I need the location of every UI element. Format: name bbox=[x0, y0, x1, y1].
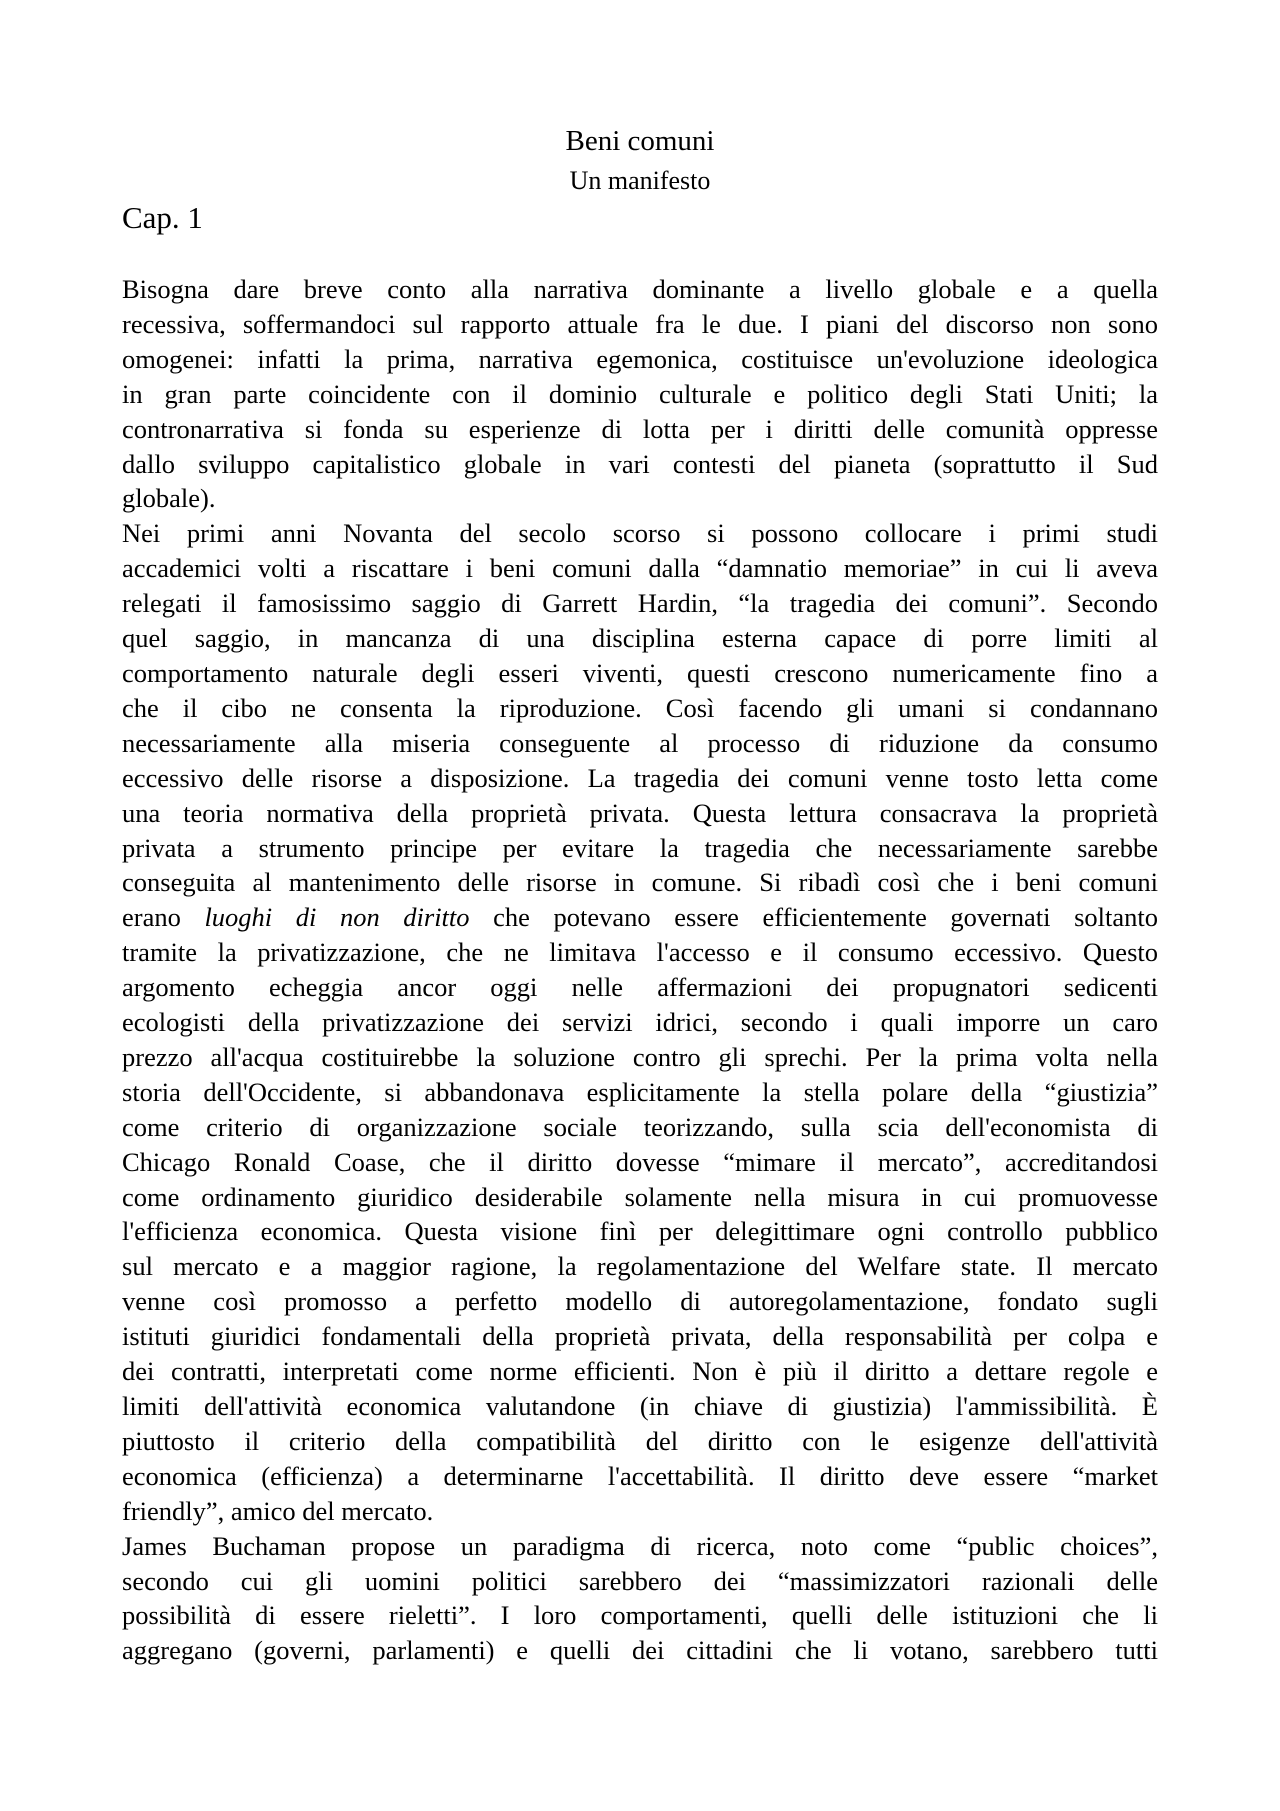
chapter-heading: Cap. 1 bbox=[122, 200, 203, 235]
text-segment: che potevano essere efficientemente governati soltanto bbox=[469, 902, 1158, 933]
text-line: friendly”, amico del mercato. bbox=[122, 1495, 434, 1526]
text-line: storia dell'Occidente, si abbandonava esplicitamente la stella polare della “giustizia” bbox=[122, 1076, 1158, 1107]
text-line: argomento echeggia ancor oggi nelle affermazioni dei propugnatori sedicenti bbox=[122, 972, 1158, 1003]
text-line: necessariamente alla miseria conseguente al processo di riduzione da consumo bbox=[122, 727, 1158, 758]
text-line: Nei primi anni Novanta del secolo scorso si possono collocare i primi studi bbox=[122, 518, 1158, 549]
text-line: come criterio di organizzazione sociale teorizzando, sulla scia dell'economista di bbox=[122, 1111, 1158, 1142]
text-line: Bisogna dare breve conto alla narrativa dominante a livello globale e a quella bbox=[122, 274, 1158, 304]
text-line: relegati il famosissimo saggio di Garrett Hardin, “la tragedia dei comuni”. Secondo bbox=[122, 588, 1158, 619]
text-line: aggregano (governi, parlamenti) e quelli dei cittadini che li votano, sarebbero tutti bbox=[122, 1635, 1158, 1666]
paragraph-3 bbox=[122, 1529, 1158, 1669]
text-line: eccessivo delle risorse a disposizione. La tragedia dei comuni venne tosto letta come bbox=[122, 762, 1158, 793]
text-line-with-italic bbox=[122, 900, 1158, 935]
text-line: secondo cui gli uomini politici sarebbero dei “massimizzatori razionali delle bbox=[122, 1565, 1158, 1596]
text-line: accademici volti a riscattare i beni comuni dalla “damnatio memoriae” in cui li aveva bbox=[122, 553, 1158, 584]
text-line: James Buchaman propose un paradigma di ricerca, noto come “public choices”, bbox=[122, 1530, 1158, 1561]
text-line: in gran parte coincidente con il dominio culturale e politico degli Stati Uniti; la bbox=[122, 378, 1158, 409]
text-line: tramite la privatizzazione, che ne limitava l'accesso e il consumo eccessivo. Questo bbox=[122, 937, 1158, 968]
paragraph-1 bbox=[122, 272, 1158, 516]
text-line: conseguita al mantenimento delle risorse in comune. Si ribadì così che i beni comuni bbox=[122, 867, 1158, 898]
text-line: istituti giuridici fondamentali della proprietà privata, della responsabilità per colpa e bbox=[122, 1321, 1158, 1352]
text-line: omogenei: infatti la prima, narrativa egemonica, costituisce un'evoluzione ideologica bbox=[122, 343, 1158, 374]
body-text bbox=[122, 272, 1158, 1668]
text-line: venne così promosso a perfetto modello di autoregolamentazione, fondato sugli bbox=[122, 1286, 1158, 1317]
text-line: dei contratti, interpretati come norme efficienti. Non è più il diritto a dettare regole e bbox=[122, 1356, 1158, 1387]
text-line: ecologisti della privatizzazione dei servizi idrici, secondo i quali imporre un caro bbox=[122, 1007, 1158, 1038]
text-line: come ordinamento giuridico desiderabile solamente nella misura in cui promuovesse bbox=[122, 1181, 1158, 1212]
text-line: che il cibo ne consenta la riproduzione. Così facendo gli umani si condannano bbox=[122, 692, 1158, 723]
text-line: Chicago Ronald Coase, che il diritto dovesse “mimare il mercato”, accreditandosi bbox=[122, 1146, 1158, 1177]
italic-phrase: luoghi di non diritto bbox=[204, 902, 470, 933]
text-line: possibilità di essere rieletti”. I loro comportamenti, quelli delle istituzioni che li bbox=[122, 1600, 1158, 1631]
paragraph-2 bbox=[122, 516, 1158, 1528]
text-line: comportamento naturale degli esseri viventi, questi crescono numericamente fino a bbox=[122, 657, 1158, 688]
text-line: quel saggio, in mancanza di una disciplina esterna capace di porre limiti al bbox=[122, 623, 1158, 654]
text-line: una teoria normativa della proprietà privata. Questa lettura consacrava la proprietà bbox=[122, 797, 1158, 828]
text-line: globale). bbox=[122, 483, 216, 514]
text-line: l'efficienza economica. Questa visione finì per delegittimare ogni controllo pubblico bbox=[122, 1216, 1158, 1247]
document-title: Beni comuni bbox=[565, 125, 715, 157]
text-line: limiti dell'attività economica valutandone (in chiave di giustizia) l'ammissibilità. È bbox=[122, 1391, 1158, 1421]
text-line: privata a strumento principe per evitare la tragedia che necessariamente sarebbe bbox=[122, 832, 1158, 863]
text-line: dallo sviluppo capitalistico globale in vari contesti del pianeta (soprattutto il Sud bbox=[122, 448, 1158, 479]
text-line: contronarrativa si fonda su esperienze di lotta per i diritti delle comunità oppresse bbox=[122, 413, 1158, 444]
text-line: recessiva, soffermandoci sul rapporto attuale fra le due. I piani del discorso non sono bbox=[122, 308, 1158, 339]
text-line: prezzo all'acqua costituirebbe la soluzione contro gli sprechi. Per la prima volta nella bbox=[122, 1041, 1158, 1072]
text-line: sul mercato e a maggior ragione, la regolamentazione del Welfare state. Il mercato bbox=[122, 1251, 1158, 1282]
text-line: economica (efficienza) a determinarne l'accettabilità. Il diritto deve essere “market bbox=[122, 1460, 1158, 1491]
text-line: piuttosto il criterio della compatibilità del diritto con le esigenze dell'attività bbox=[122, 1425, 1158, 1456]
text-segment: erano bbox=[122, 902, 205, 933]
document-subtitle: Un manifesto bbox=[569, 166, 711, 195]
